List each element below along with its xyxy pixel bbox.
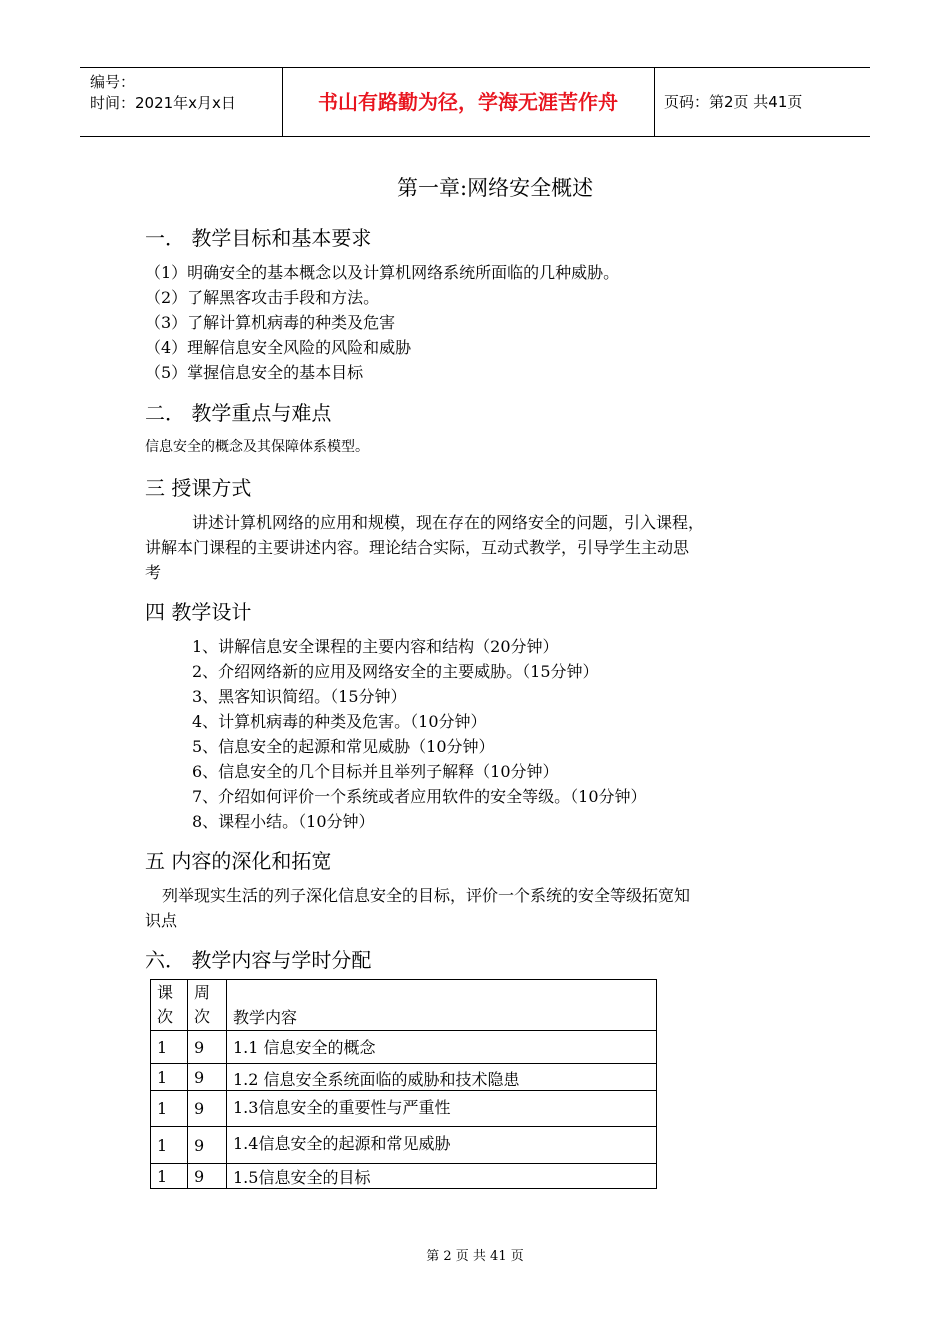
- header-meta: [90, 72, 236, 114]
- list-item: （5）掌握信息安全的基本目标: [145, 363, 364, 382]
- week-cell: 9: [188, 1091, 227, 1127]
- time-label: 时间：2021年x月x日: [90, 94, 236, 112]
- number-label: 编号：: [90, 73, 136, 91]
- list-item: 6、信息安全的几个目标并且举列子解释（10分钟）: [192, 762, 559, 781]
- header-divider: [654, 68, 655, 136]
- paragraph-line: 讲述计算机网络的应用和规模，现在存在的网络安全的问题，引入课程，: [192, 513, 705, 532]
- list-item: （3）了解计算机病毒的种类及危害: [145, 313, 396, 332]
- week-cell: 9: [188, 1164, 227, 1189]
- lesson-table: [150, 979, 657, 1189]
- section-heading: 五 内容的深化和拓宽: [145, 849, 332, 873]
- chapter-title: 第一章:网络安全概述: [397, 176, 594, 200]
- header-content: 教学内容: [227, 980, 657, 1031]
- paragraph-line: 列举现实生活的列子深化信息安全的目标，评价一个系统的安全等级拓宽知: [162, 886, 691, 905]
- week-cell: 9: [188, 1031, 227, 1064]
- page-footer: 第 2 页 共 41 页: [426, 1249, 524, 1264]
- table-row: [151, 1164, 657, 1189]
- content-cell: 1.3信息安全的重要性与严重性: [227, 1091, 657, 1127]
- header-lesson: 课 次: [151, 980, 188, 1031]
- lesson-cell: 1: [151, 1064, 188, 1091]
- paragraph-line: 识点: [145, 911, 178, 930]
- header-motto: 书山有路勤为径，学海无涯苦作舟: [318, 90, 618, 114]
- week-cell: 9: [188, 1064, 227, 1091]
- paragraph: 信息安全的概念及其保障体系模型。: [145, 439, 369, 455]
- lesson-cell: 1: [151, 1164, 188, 1189]
- lesson-cell: 1: [151, 1091, 188, 1127]
- table-row: [151, 1031, 657, 1064]
- content-cell: 1.5信息安全的目标: [227, 1164, 657, 1189]
- content-cell: 1.1 信息安全的概念: [227, 1031, 657, 1064]
- list-item: （1）明确安全的基本概念以及计算机网络系统所面临的几种威胁。: [145, 263, 620, 282]
- week-cell: 9: [188, 1127, 227, 1164]
- list-item: （2）了解黑客攻击手段和方法。: [145, 288, 380, 307]
- list-item: 3、黑客知识简绍。（15分钟）: [192, 687, 407, 706]
- lesson-cell: 1: [151, 1127, 188, 1164]
- list-item: （4）理解信息安全风险的风险和威胁: [145, 338, 412, 357]
- header-page-info: 页码：第2页 共41页: [664, 93, 803, 111]
- table-header-row: [151, 980, 657, 1031]
- content-cell: 1.4信息安全的起源和常见威胁: [227, 1127, 657, 1164]
- list-item: 1、讲解信息安全课程的主要内容和结构（20分钟）: [192, 637, 559, 656]
- table-row: [151, 1091, 657, 1127]
- table-row: [151, 1064, 657, 1091]
- section-heading: 三 授课方式: [145, 476, 252, 500]
- section-heading: 二． 教学重点与难点: [145, 401, 332, 425]
- paragraph-line: 考: [145, 563, 162, 582]
- list-item: 8、课程小结。（10分钟）: [192, 812, 375, 831]
- section-heading: 四 教学设计: [145, 600, 252, 624]
- header-week: 周 次: [188, 980, 227, 1031]
- list-item: 5、信息安全的起源和常见威胁（10分钟）: [192, 737, 495, 756]
- content-cell: 1.2 信息安全系统面临的威胁和技术隐患: [227, 1064, 657, 1091]
- section-heading: 六． 教学内容与学时分配: [145, 948, 372, 972]
- list-item: 4、计算机病毒的种类及危害。（10分钟）: [192, 712, 487, 731]
- section-heading: 一． 教学目标和基本要求: [145, 226, 372, 250]
- list-item: 7、介绍如何评价一个系统或者应用软件的安全等级。（10分钟）: [192, 787, 647, 806]
- list-item: 2、介绍网络新的应用及网络安全的主要威胁。（15分钟）: [192, 662, 599, 681]
- paragraph-line: 讲解本门课程的主要讲述内容。理论结合实际，互动式教学，引导学生主动思: [145, 538, 690, 557]
- lesson-cell: 1: [151, 1031, 188, 1064]
- page-header: [80, 67, 870, 137]
- table-row: [151, 1127, 657, 1164]
